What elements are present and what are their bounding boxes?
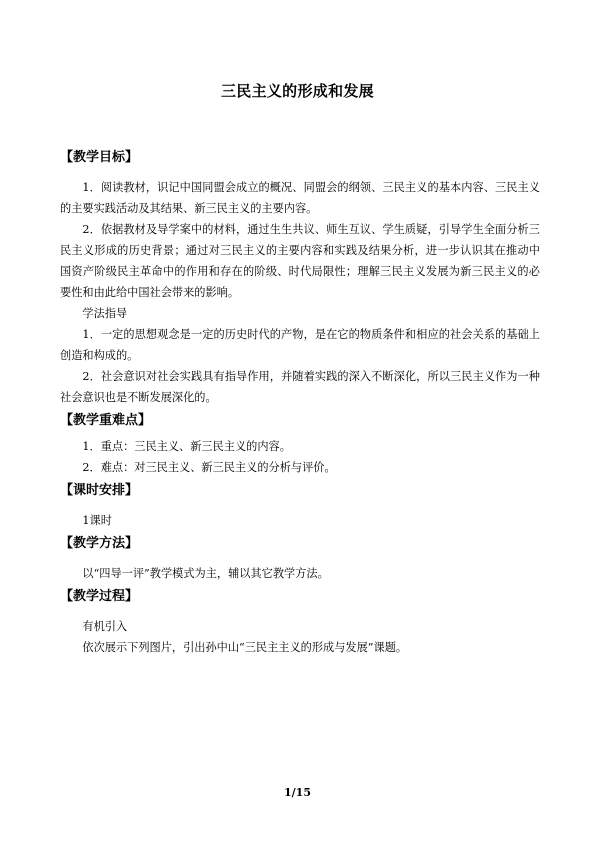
paragraph: 1课时 <box>82 514 112 527</box>
paragraph: 以“四导一评”教学模式为主，辅以其它教学方法。 <box>82 567 329 580</box>
section-heading: 【教学过程】 <box>60 589 139 604</box>
document-title: 三民主义的形成和发展 <box>220 82 374 100</box>
document-body <box>60 145 540 658</box>
paragraph: 学法指导 <box>82 307 128 320</box>
paragraph: 2．依据教材及导学案中的材料，通过生生共议、师生互议、学生质疑，引导学生全面分析三民主义形成的历史背景；通过对三民主义的主要内容和实践及结果分析，进一步认识其在推动中国资产阶级民主革命中的作用和存在的阶级、时代局限性；理解三民主义发展为新三民主义的必要性和由此给中国社会带来的影响。 <box>60 223 540 299</box>
paragraph: 1．阅读教材，识记中国同盟会成立的概况、同盟会的纲领、三民主义的基本内容、三民主义的主要实践活动及其结果、新三民主义的主要内容。 <box>60 181 540 215</box>
section-key-points <box>60 408 540 478</box>
paragraph: 2．社会意识对社会实践具有指导作用，并随着实践的深入不断深化，所以三民主义作为一种社会意识也是不断发展深化的。 <box>60 370 540 404</box>
section-teaching-methods <box>60 531 540 584</box>
paragraph: 2．难点：对三民主义、新三民主义的分析与评价。 <box>82 461 336 474</box>
paragraph: 1．一定的思想观念是一定的历史时代的产物，是在它的物质条件和相应的社会关系的基础上创造和构成的。 <box>60 328 540 362</box>
paragraph: 依次展示下列图片，引出孙中山“三民主主义的形成与发展”课题。 <box>82 641 408 654</box>
section-heading: 【课时安排】 <box>60 483 139 498</box>
paragraph: 1．重点：三民主义、新三民主义的内容。 <box>82 440 291 453</box>
section-teaching-objectives <box>60 145 540 408</box>
section-heading: 【教学重难点】 <box>60 413 152 428</box>
section-class-schedule <box>60 478 540 531</box>
section-heading: 【教学方法】 <box>60 536 139 551</box>
page-number: 1/15 <box>284 786 311 799</box>
section-teaching-process <box>60 584 540 658</box>
section-heading: 【教学目标】 <box>60 150 139 165</box>
paragraph: 有机引入 <box>82 620 128 633</box>
